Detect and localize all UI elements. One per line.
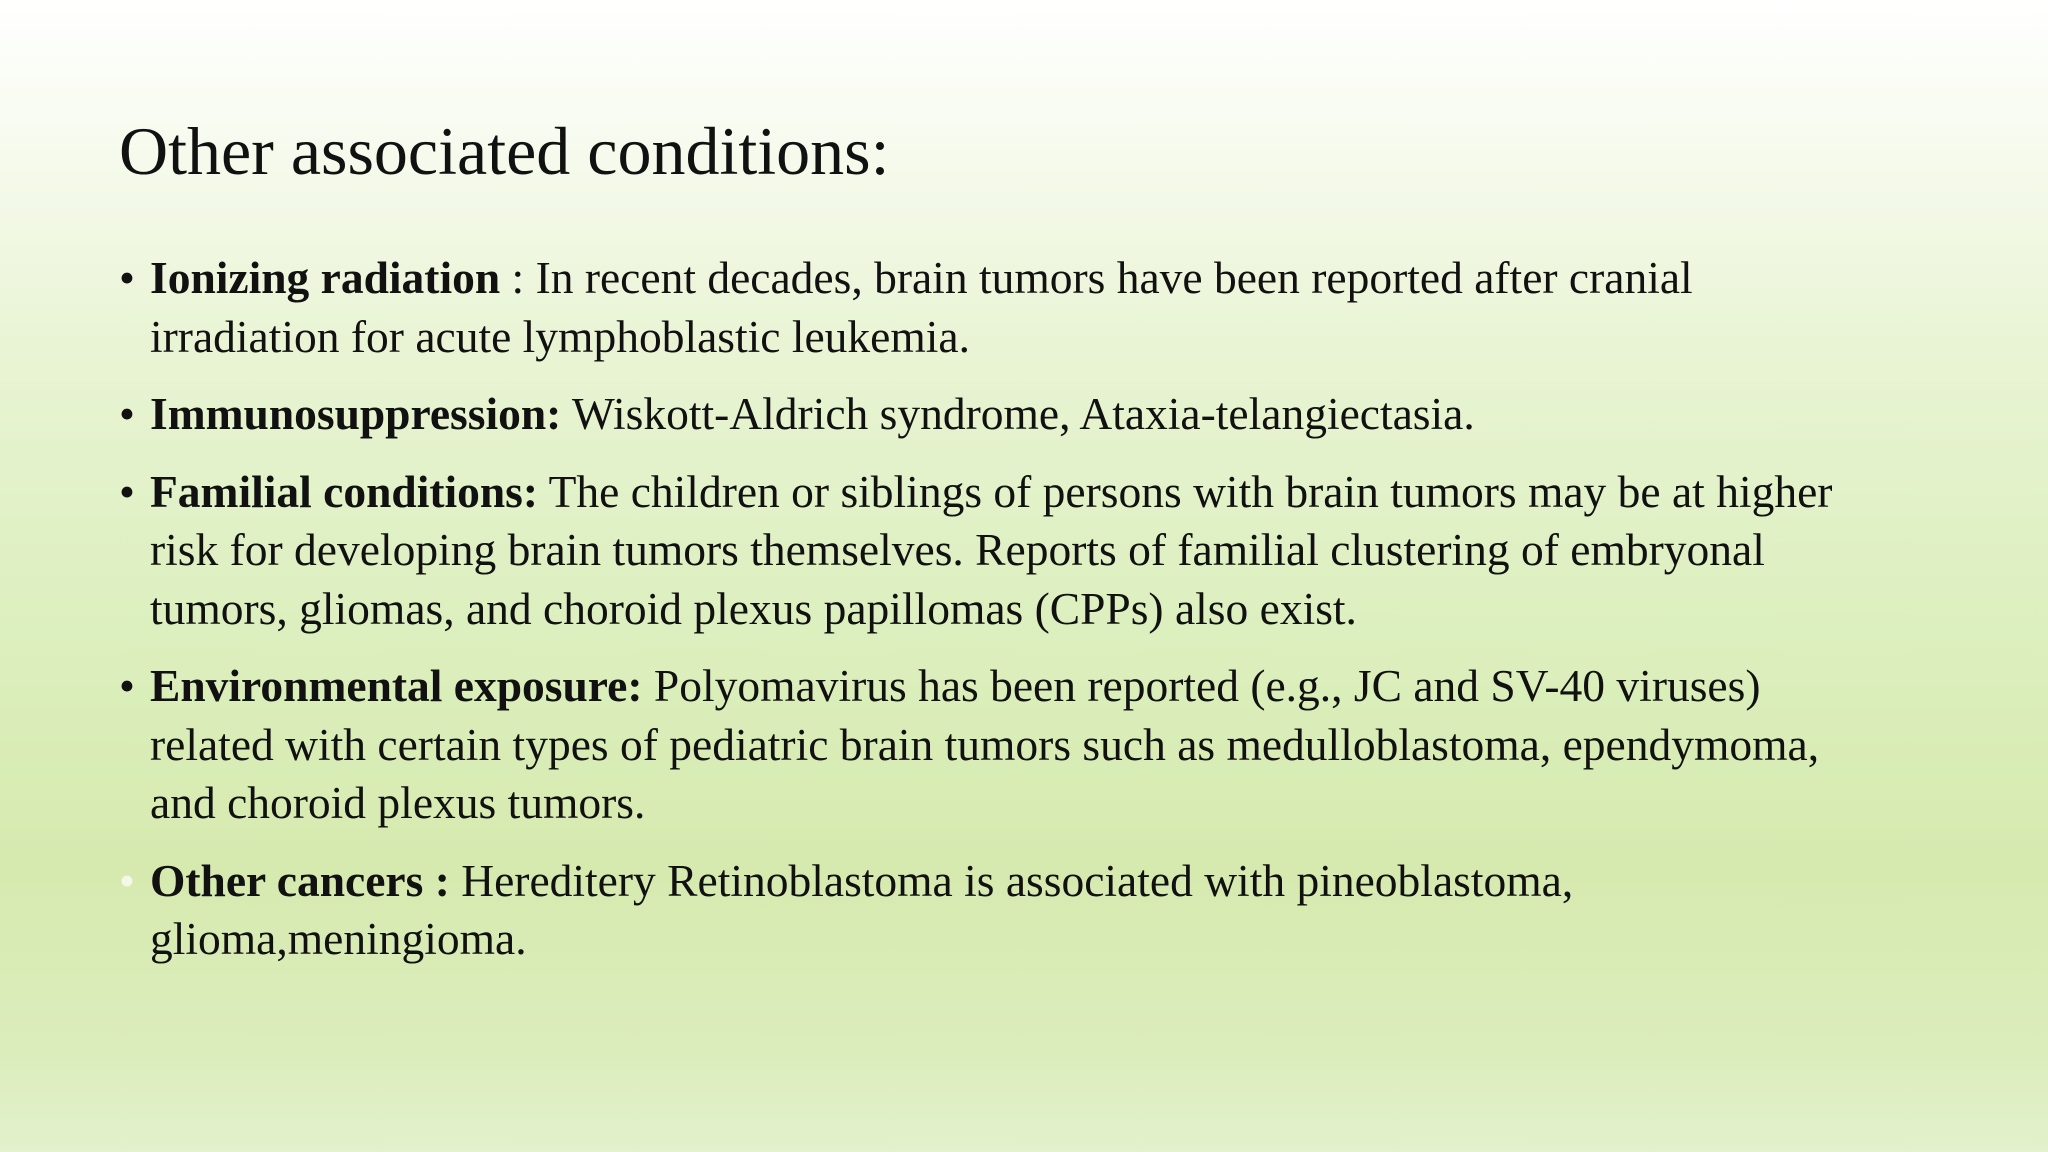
bullet-dot-icon: • [119, 252, 135, 303]
bullet-item-immunosuppression [119, 385, 1859, 444]
bullet-term: Familial conditions: [150, 465, 539, 517]
bullet-item-ionizing-radiation [119, 249, 1859, 366]
bullet-dot-icon: • [119, 854, 135, 906]
bullet-term: Other cancers : [150, 854, 450, 906]
bullet-dot-icon: • [119, 465, 135, 517]
bullet-text: The children or siblings of persons with brain tumors may be at higher risk for developing brain tumors themselves. Reports of familial clustering of embryonal tumors, gliomas, and choroid plexus papillomas (CPPs) also exist. [150, 465, 1833, 634]
bullet-text: Wiskott-Aldrich syndrome, Ataxia-telangiectasia. [561, 388, 1475, 439]
bullet-item-other-cancers [119, 852, 1859, 969]
bullet-term: Environmental exposure: [150, 660, 643, 711]
bullet-item-environmental-exposure [119, 657, 1859, 833]
slide-title: Other associated conditions: [119, 113, 890, 189]
bullet-list [119, 249, 1859, 988]
bullet-term: Ionizing radiation [150, 252, 501, 303]
bullet-text: : In recent decades, brain tumors have been reported after cranial irradiation for acute lymphoblastic leukemia. [150, 252, 1693, 362]
bullet-term: Immunosuppression: [150, 388, 562, 439]
bullet-text: Hereditery Retinoblastoma is associated with pineoblastoma, glioma,meningioma. [150, 854, 1574, 964]
bullet-item-familial-conditions [119, 463, 1859, 639]
bullet-dot-icon: • [119, 660, 135, 711]
bullet-text: Polyomavirus has been reported (e.g., JC and SV-40 viruses) related with certain types of pediatric brain tumors such as medulloblastoma, ependymoma, and choroid plexus tumors. [150, 660, 1820, 828]
bullet-dot-icon: • [119, 388, 135, 439]
